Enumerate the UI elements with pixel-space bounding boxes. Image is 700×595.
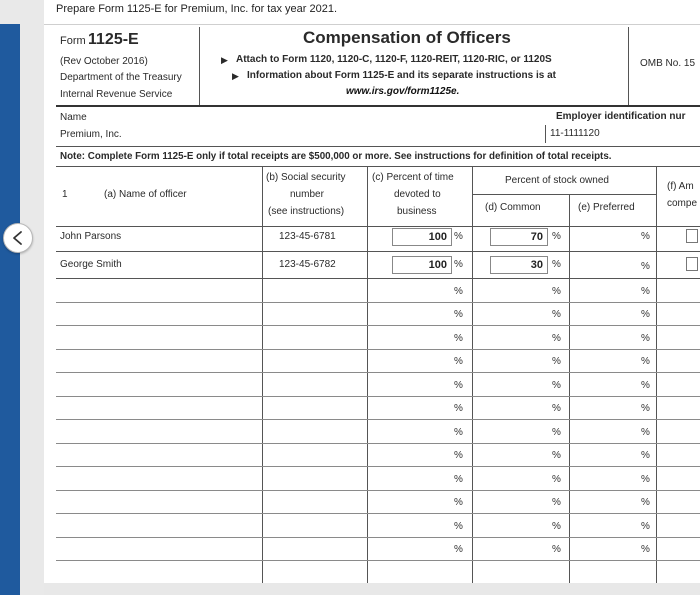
omb-number: OMB No. 15	[640, 58, 696, 69]
row-rule	[56, 226, 700, 227]
chevron-left-icon	[11, 230, 25, 246]
compensation-input[interactable]	[686, 229, 698, 243]
col-preferred-header: (e) Preferred	[578, 202, 635, 213]
row-rule	[56, 419, 700, 420]
percent-sign: %	[641, 427, 650, 438]
percent-sign: %	[641, 356, 650, 367]
percent-sign: %	[641, 450, 650, 461]
col-compensation-header-1: (f) Am	[667, 181, 694, 192]
department-line: Department of the Treasury	[60, 72, 182, 83]
percent-sign: %	[454, 521, 463, 532]
row-rule	[56, 349, 700, 350]
percent-sign: %	[552, 356, 561, 367]
percent-sign: %	[641, 403, 650, 414]
officer-name: John Parsons	[60, 231, 122, 242]
common-percent-input[interactable]: 30	[490, 256, 548, 274]
percent-sign: %	[641, 309, 650, 320]
header-divider-right	[628, 27, 629, 105]
percent-sign: %	[552, 231, 561, 242]
row-rule	[56, 251, 700, 252]
percent-sign: %	[552, 497, 561, 508]
task-prompt: Prepare Form 1125-E for Premium, Inc. for tax year 2021.	[56, 3, 338, 15]
col-time-header-1: (c) Percent of time	[372, 172, 454, 183]
percent-sign: %	[641, 333, 650, 344]
percent-sign: %	[641, 521, 650, 532]
officer-ssn: 123-45-6781	[279, 231, 336, 242]
col-officer-name-header: (a) Name of officer	[104, 189, 187, 200]
previous-button[interactable]	[3, 223, 33, 253]
info-instruction: Information about Form 1125-E and its separate instructions is at	[247, 70, 556, 81]
percent-sign: %	[552, 380, 561, 391]
form-number: 1125-E	[88, 31, 139, 48]
percent-sign: %	[641, 544, 650, 555]
irs-url[interactable]: www.irs.gov/form1125e.	[346, 86, 460, 97]
col-line	[262, 166, 263, 583]
percent-sign: %	[641, 261, 650, 272]
percent-sign: %	[641, 474, 650, 485]
row-rule	[56, 466, 700, 467]
percent-sign: %	[454, 231, 463, 242]
revision-date: (Rev October 2016)	[60, 56, 148, 67]
stock-header-rule	[472, 194, 656, 195]
row-rule	[56, 302, 700, 303]
arrow-icon: ▶	[221, 55, 228, 65]
row-rule	[56, 490, 700, 491]
col-line	[569, 194, 570, 583]
officer-name: George Smith	[60, 259, 122, 270]
rule-after-header	[56, 105, 700, 107]
percent-sign: %	[552, 333, 561, 344]
row-rule	[56, 560, 700, 561]
percent-sign: %	[552, 521, 561, 532]
row-rule	[56, 278, 700, 279]
note-text: Note: Complete Form 1125-E only if total receipts are $500,000 or more. See instructions for definition of total receipts.	[60, 151, 612, 162]
rule-after-note	[56, 166, 700, 167]
header-divider-left	[199, 27, 200, 105]
company-name: Premium, Inc.	[60, 129, 122, 140]
percent-sign: %	[641, 497, 650, 508]
percent-sign: %	[454, 356, 463, 367]
header-divider	[44, 24, 700, 25]
percent-sign: %	[552, 259, 561, 270]
form-prefix: Form	[60, 35, 86, 47]
agency-line: Internal Revenue Service	[60, 89, 173, 100]
col-ssn-header-2: number	[290, 189, 324, 200]
percent-sign: %	[454, 497, 463, 508]
percent-sign: %	[641, 380, 650, 391]
col-time-header-2: devoted to	[394, 189, 441, 200]
row-rule	[56, 443, 700, 444]
form-title: Compensation of Officers	[303, 28, 511, 47]
percent-sign: %	[454, 309, 463, 320]
time-percent-input[interactable]: 100	[392, 228, 452, 246]
ein-divider	[545, 125, 546, 143]
percent-sign: %	[454, 286, 463, 297]
col-line	[472, 166, 473, 583]
col-line	[656, 166, 657, 583]
percent-sign: %	[454, 333, 463, 344]
time-percent-input[interactable]: 100	[392, 256, 452, 274]
percent-sign: %	[454, 474, 463, 485]
compensation-input[interactable]	[686, 257, 698, 271]
row-rule	[56, 325, 700, 326]
stock-owned-header: Percent of stock owned	[505, 175, 609, 186]
row-rule	[56, 372, 700, 373]
percent-sign: %	[454, 403, 463, 414]
percent-sign: %	[454, 259, 463, 270]
common-percent-input[interactable]: 70	[490, 228, 548, 246]
percent-sign: %	[454, 544, 463, 555]
percent-sign: %	[552, 544, 561, 555]
ein-value: 11-1111120	[550, 128, 600, 139]
percent-sign: %	[552, 427, 561, 438]
ein-label: Employer identification nur	[556, 111, 686, 122]
col-time-header-3: business	[397, 206, 437, 217]
percent-sign: %	[552, 450, 561, 461]
rule-after-name	[56, 146, 700, 147]
row-rule	[56, 537, 700, 538]
officer-ssn: 123-45-6782	[279, 259, 336, 270]
percent-sign: %	[552, 403, 561, 414]
left-accent-strip	[0, 24, 20, 595]
col-compensation-header-2: compe	[667, 198, 698, 209]
col-ssn-header-3: (see instructions)	[268, 206, 345, 217]
percent-sign: %	[552, 286, 561, 297]
col-ssn-header-1: (b) Social security	[266, 172, 346, 183]
row-rule	[56, 396, 700, 397]
row-rule	[56, 513, 700, 514]
percent-sign: %	[641, 286, 650, 297]
col-line	[367, 166, 368, 583]
attach-instruction: Attach to Form 1120, 1120-C, 1120-F, 1120-REIT, 1120-RIC, or 1120S	[236, 54, 552, 65]
percent-sign: %	[552, 474, 561, 485]
col-common-header: (d) Common	[485, 202, 541, 213]
percent-sign: %	[454, 427, 463, 438]
percent-sign: %	[552, 309, 561, 320]
arrow-icon: ▶	[232, 71, 239, 81]
percent-sign: %	[454, 380, 463, 391]
percent-sign: %	[454, 450, 463, 461]
line-number: 1	[62, 189, 68, 200]
name-label: Name	[60, 112, 87, 123]
percent-sign: %	[641, 231, 650, 242]
